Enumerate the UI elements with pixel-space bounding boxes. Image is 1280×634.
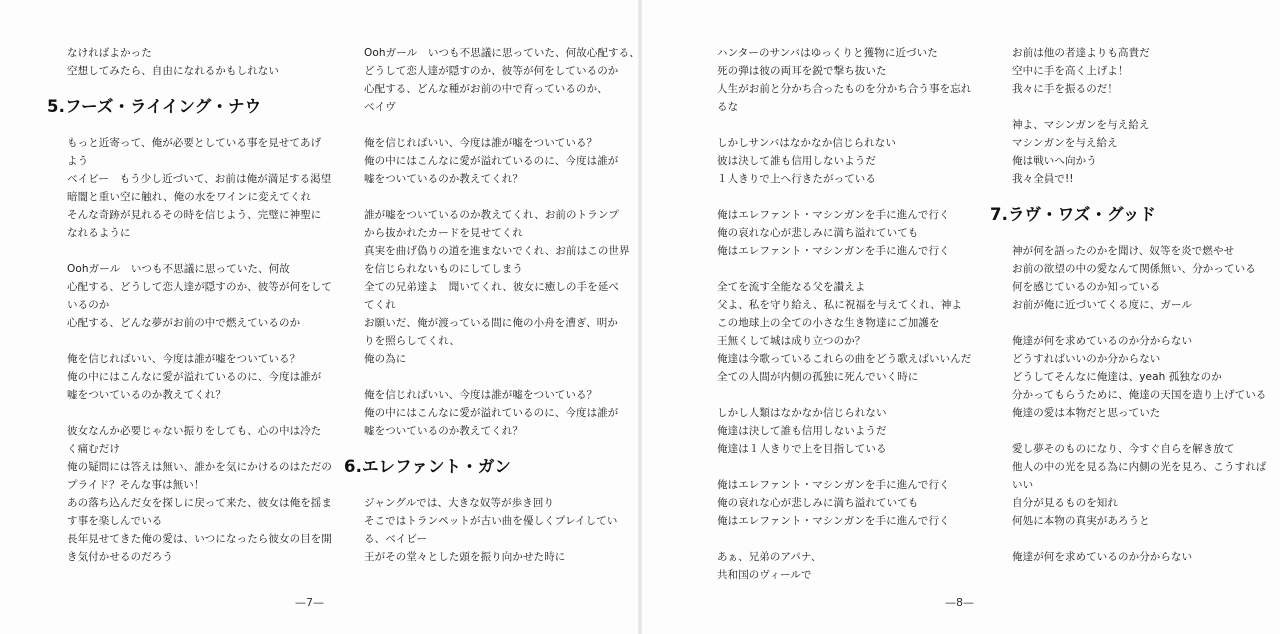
stanza-gap [717, 386, 971, 404]
lyric-line: 全ての兄弟達よ 聞いてくれ、彼女に癒しの手を延べ [364, 281, 620, 293]
lyric-line: 嘘をついているのか教えてくれ？ [364, 425, 523, 437]
lyric-line: 全ての人間が内側の孤独に死んでいく時に [717, 371, 919, 383]
lyric-line: Oohガール いつも不思議に思っていた、何故心配する、 [364, 47, 640, 59]
stanza-gap [67, 332, 332, 350]
lyric-line: き気付かせるのだろう [67, 551, 173, 563]
lyric-line: 俺達は１人きりで上を目指している [717, 443, 887, 455]
lyric-line: なれるように [67, 227, 131, 239]
lyric-line: りを照らしてくれ、 [364, 335, 461, 347]
lyric-line: 俺の哀れな心が悲しみに満ち溢れていても [717, 227, 919, 239]
lyric-line: 俺を信じればいい、今度は誰が嘘をついている？ [67, 353, 301, 365]
lyric-line: 俺の中にはこんなに愛が溢れているのに、今度は誰が [67, 371, 322, 383]
lyric-line: 我々全員で!! [1012, 173, 1074, 185]
lyric-line: お前は他の者達よりも高貴だ [1012, 47, 1150, 59]
lyric-line: あぁ、兄弟のアパナ、 [717, 551, 822, 563]
stanza-gap [1012, 98, 1266, 116]
lyric-line: 我々に手を振るのだ！ [1012, 83, 1118, 95]
lyric-line: 王無くして城は成り立つのか？ [717, 335, 866, 347]
lyric-line: マシンガンを与え給え [1012, 137, 1118, 149]
lyric-line: 王がその堂々とした頭を振り向かせた時に [364, 551, 566, 563]
page-number-left: —7— [295, 596, 324, 609]
lyric-line: 誰が嘘をついているのか教えてくれ、お前のトランプ [364, 209, 620, 221]
lyric-line: 俺達は決して誰も信用しないようだ [717, 425, 887, 437]
lyric-line: プライド？そんな事は無い！ [67, 479, 205, 491]
lyric-line: る、ベイビー [364, 533, 428, 545]
lyric-line: しかし人類はなかなか信じられない [717, 407, 887, 419]
lyric-line: 神が何を語ったのかを聞け、奴等を炎で燃やせ [1012, 245, 1235, 257]
lyric-line: 愛し夢そのものになり、今すぐ自らを解き放て [1012, 443, 1235, 455]
lyric-line: 空中に手を高く上げよ！ [1012, 65, 1129, 77]
lyric-line: 俺の疑問には答えは無い、誰かを気にかけるのはただの [67, 461, 332, 473]
lyric-line: 俺を信じればいい、今度は誰が嘘をついている？ [364, 137, 598, 149]
lyric-line: 俺はエレファント・マシンガンを手に進んで行く [717, 209, 950, 221]
column-2 [344, 44, 640, 566]
lyric-line: お前の欲望の中の愛なんて関係無い、分かっている [1012, 263, 1256, 275]
lyric-line: どうして恋人達が隠すのか、彼等が何をしているのか [364, 65, 619, 77]
lyric-line: どうしてそんなに俺達は、yeah 孤独なのか [1012, 371, 1222, 383]
lyric-line: 真実を曲げ偽りの道を進まないでくれ、お前はこの世界 [364, 245, 630, 257]
lyric-line: す事を楽しんでいる [67, 515, 163, 527]
lyric-line: 俺達の愛は本物だと思っていた [1012, 407, 1161, 419]
lyric-line: 俺はエレファント・マシンガンを手に進んで行く [717, 515, 950, 527]
lyric-line: いるのか [67, 299, 110, 311]
stanza-gap [717, 458, 971, 476]
stanza-gap [67, 242, 332, 260]
lyric-line: そこではトランペットが古い曲を優しくプレイしてい [364, 515, 618, 527]
page-number-right: —8— [945, 596, 974, 609]
lyric-line: しかしサンバはなかなか信じられない [717, 137, 896, 149]
lyric-line: 彼女なんか必要じゃない振りをしても、心の中は冷た [67, 425, 322, 437]
lyric-line: お前が俺に近づいてくる度に、ガール [1012, 299, 1192, 311]
lyric-line: ベイヴ [364, 101, 396, 113]
stanza-gap [67, 404, 332, 422]
lyric-line: 俺の哀れな心が悲しみに満ち溢れていても [717, 497, 919, 509]
lyric-line: 心配する、どんな種がお前の中で育っているのか、 [364, 83, 608, 95]
lyric-line: 分かってもらうために、俺達の天国を造り上げている [1012, 389, 1267, 401]
stanza-gap [717, 188, 971, 206]
lyric-line: く痛むだけ [67, 443, 120, 455]
lyric-line: 人生がお前と分かち合ったものを分かち合う事を忘れ [717, 83, 972, 95]
lyric-line: 自分が見るものを知れ [1012, 497, 1118, 509]
lyric-line: 俺はエレファント・マシンガンを手に進んで行く [717, 245, 950, 257]
song-title: 5.フーズ・ライイング・ナウ [47, 97, 262, 116]
lyric-line: 全てを流す全能なる父を讃えよ [717, 281, 866, 293]
lyric-line: 俺を信じればいい、今度は誰が嘘をついている？ [364, 389, 598, 401]
lyric-line: 他人の中の光を見る為に内側の光を見ろ、こうすれば [1012, 461, 1267, 473]
lyric-line: ジャングルでは、大きな奴等が歩き回り [364, 497, 555, 509]
lyric-line: ハンターのサンバはゆっくりと獲物に近づいた [717, 47, 938, 59]
lyric-line: 俺の為に [364, 353, 407, 365]
stanza-gap [364, 368, 640, 386]
lyric-line: 嘘をついているのか教えてくれ？ [67, 389, 226, 401]
lyric-line: 共和国のヴィールで [717, 569, 812, 581]
lyric-line: この地球上の全ての小さな生き物達にご加護を [717, 317, 940, 329]
lyric-line: てくれ [364, 299, 396, 311]
stanza-gap [364, 116, 640, 134]
lyric-line: 彼は決して誰も信用しないようだ [717, 155, 876, 167]
song-title: 7.ラヴ・ワズ・グッド [990, 205, 1157, 224]
lyric-line: 何を感じているのか知っている [1012, 281, 1161, 293]
stanza-gap [1012, 530, 1266, 548]
lyric-line: から抜かれたカードを見せてくれ [364, 227, 523, 239]
lyric-line: 父よ、私を守り給え、私に祝福を与えてくれ、神よ [717, 299, 963, 311]
lyric-line: 俺はエレファント・マシンガンを手に進んで行く [717, 479, 950, 491]
stanza-gap [364, 188, 640, 206]
lyric-line: 空想してみたら、自由になれるかもしれない [67, 65, 279, 77]
lyric-line: 暗闇と重い空に触れ、俺の水をワインに変えてくれ [67, 191, 312, 203]
lyric-line: いい [1012, 479, 1034, 491]
stanza-gap [717, 260, 971, 278]
lyric-line: 心配する、どんな夢がお前の中で燃えているのか [67, 317, 301, 329]
song-title: 6.エレファント・ガン [344, 457, 512, 476]
lyric-line: 俺達が何を求めているのか分からない [1012, 551, 1193, 563]
lyric-line: そんな奇跡が見れるその時を信じよう、完璧に神聖に [67, 209, 322, 221]
stanza-gap [1012, 314, 1266, 332]
lyric-line: 俺は戦いへ向かう [1012, 155, 1097, 167]
lyric-line: １人きりで上へ行きたがっている [717, 173, 876, 185]
lyric-line: るな [717, 101, 739, 113]
column-3 [717, 44, 971, 584]
lyric-line: Oohガール いつも不思議に思っていた、何故 [67, 263, 290, 275]
column-1 [47, 44, 332, 566]
lyric-line: よう [67, 155, 89, 167]
lyric-line: 何処に本物の真実があろうと [1012, 515, 1150, 527]
lyric-line: なければよかった [67, 47, 152, 59]
lyric-line: を信じられないものにしてしまう [364, 263, 523, 275]
lyric-line: ベイビー もう少し近づいて、お前は俺が満足する渇望 [67, 173, 332, 185]
lyric-line: 俺の中にはこんなに愛が溢れているのに、今度は誰が [364, 155, 619, 167]
stanza-gap [717, 116, 971, 134]
lyric-line: あの落ち込んだ女を探しに戻って来た、彼女は俺を揺ま [67, 497, 332, 509]
stanza-gap [717, 530, 971, 548]
column-4 [990, 44, 1267, 566]
lyric-line: お願いだ、俺が渡っている間に俺の小舟を漕ぎ、明か [364, 317, 618, 329]
lyric-line: 心配する、どうして恋人達が隠すのか、彼等が何をして [67, 281, 332, 293]
lyric-line: どうすればいいのか分からない [1012, 353, 1161, 365]
lyric-line: もっと近寄って、俺が必要としている事を見せてあげ [67, 137, 322, 149]
lyric-line: 俺達が何を求めているのか分からない [1012, 335, 1193, 347]
lyric-line: 嘘をついているのか教えてくれ？ [364, 173, 523, 185]
lyric-line: 死の弾は彼の両耳を鋭で撃ち抜いた [717, 65, 887, 77]
lyric-line: 俺達は今歌っているこれらの曲をどう歌えばいいんだ [717, 353, 972, 365]
lyric-line: 神よ、マシンガンを与え給え [1012, 119, 1150, 131]
lyric-line: 長年見せてきた俺の愛は、いつになったら彼女の目を開 [67, 533, 332, 545]
stanza-gap [1012, 422, 1266, 440]
lyric-line: 俺の中にはこんなに愛が溢れているのに、今度は誰が [364, 407, 619, 419]
